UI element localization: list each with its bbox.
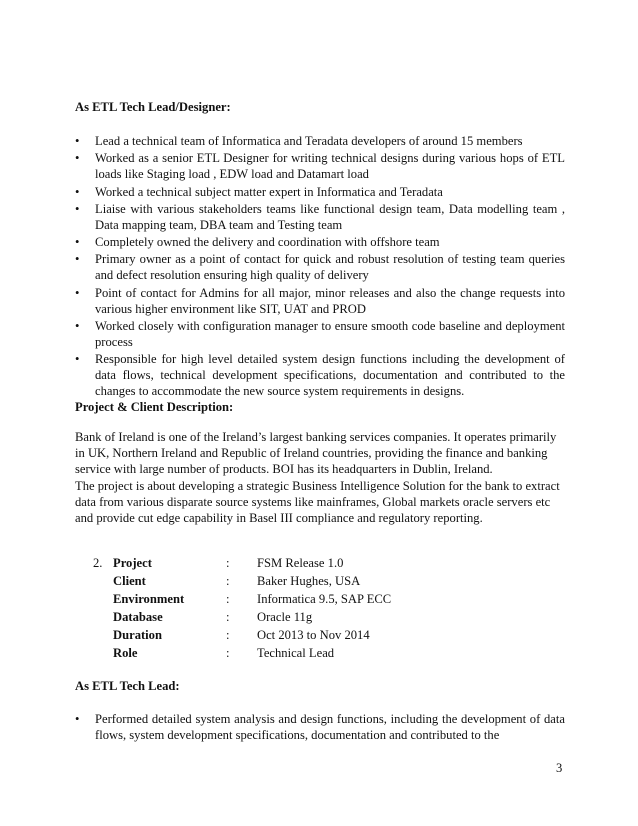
field-value: FSM Release 1.0 — [257, 556, 344, 570]
field-label: Client — [113, 574, 146, 588]
section-heading-tech-lead: As ETL Tech Lead: — [75, 679, 180, 693]
list-item: • Worked as a senior ETL Designer for writing technical designs during various hops of ETL loads like Staging load , EDW load and Datamart load — [75, 150, 565, 182]
list-item: • Completely owned the delivery and coordination with offshore team — [75, 234, 565, 250]
field-colon: : — [226, 556, 230, 570]
field-value: Informatica 9.5, SAP ECC — [257, 592, 392, 606]
description-line: in UK, Northern Ireland and Republic of Ireland countries, providing the finance and banking — [75, 446, 548, 461]
field-label: Environment — [113, 592, 185, 606]
section-heading-tech-lead-designer: As ETL Tech Lead/Designer: — [75, 100, 231, 114]
list-item: • Lead a technical team of Informatica and Teradata developers of around 15 members — [75, 133, 565, 149]
section-heading-project-client: Project & Client Description: — [75, 400, 234, 414]
responsibilities-list-2 — [75, 711, 565, 744]
field-value: Technical Lead — [257, 646, 335, 660]
field-label: Role — [113, 646, 138, 660]
field-colon: : — [226, 592, 230, 606]
description-line: and provide cut edge capability in Basel III compliance and regulatory reporting. — [75, 511, 483, 526]
field-value: Oct 2013 to Nov 2014 — [257, 628, 370, 642]
field-colon: : — [226, 646, 230, 660]
list-item: • Point of contact for Admins for all major, minor releases and also the change requests into various higher environment like SIT, UAT and PROD — [75, 285, 565, 317]
description-line: service with large number of products. BOI has its headquarters in Dublin, Ireland. — [75, 462, 493, 477]
field-label: Project — [113, 556, 152, 570]
list-item: • Worked closely with configuration manager to ensure smooth code baseline and deployment process — [75, 318, 565, 350]
project-description — [75, 429, 565, 526]
list-item: • Primary owner as a point of contact for quick and robust resolution of testing team queries and defect resolution ensuring high quality of delivery — [75, 251, 565, 283]
field-label: Duration — [113, 628, 162, 642]
project-number: 2. — [93, 556, 103, 570]
page-number: 3 — [556, 761, 563, 775]
field-value: Baker Hughes, USA — [257, 574, 361, 588]
list-item: • Liaise with various stakeholders teams like functional design team, Data modelling team , Data mapping team, DBA team and Testing team — [75, 201, 565, 233]
field-label: Database — [113, 610, 163, 624]
field-colon: : — [226, 574, 230, 588]
field-colon: : — [226, 610, 230, 624]
list-item: • Worked a technical subject matter expert in Informatica and Teradata — [75, 184, 565, 200]
responsibilities-list — [75, 133, 565, 401]
list-item: • Responsible for high level detailed system design functions including the development of data flows, technical development specifications, documentation and contributed to the changes to accommodate the new source system requirements in designs. — [75, 351, 565, 399]
field-value: Oracle 11g — [257, 610, 313, 624]
description-line: data from various disparate source systems like mainframes, Global markets oracle servers etc — [75, 494, 551, 509]
description-line: The project is about developing a strategic Business Intelligence Solution for the bank to extract — [75, 478, 560, 493]
list-item: • Performed detailed system analysis and design functions, including the development of data flows, system development specifications, documentation and contributed to the — [75, 711, 565, 743]
field-colon: : — [226, 628, 230, 642]
description-line: Bank of Ireland is one of the Ireland’s largest banking services companies. It operates primarily — [75, 430, 557, 444]
